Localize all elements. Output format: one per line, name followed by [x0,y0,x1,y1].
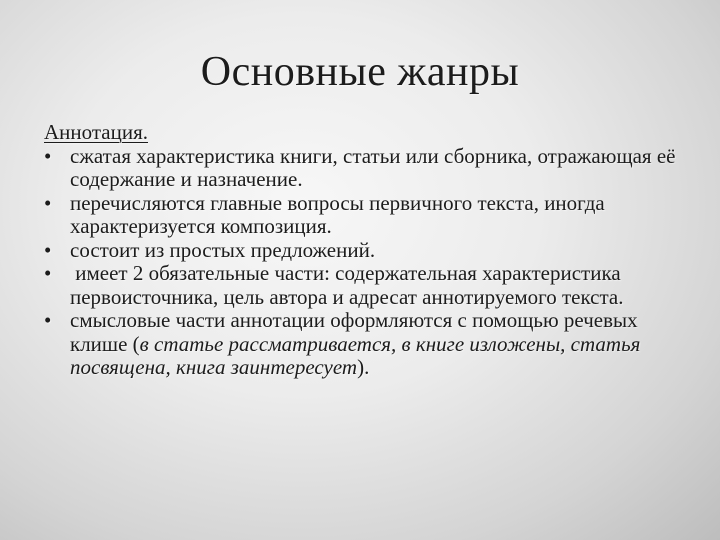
list-item [44,192,684,239]
list-item [44,239,684,263]
list-item-text: состоит из простых предложений. [70,237,376,262]
list-item-italic-examples: в статье рассматривается, в книге изложены, статья посвящена, книга заинтересует [70,331,641,379]
bullet-icon: • [44,261,52,285]
slide-body [44,121,684,380]
list-item-text [70,308,640,379]
list-item [44,145,684,192]
bullet-icon: • [44,237,52,262]
bullet-icon: • [44,143,52,168]
slide-title: Основные жанры [200,49,520,95]
section-heading: Аннотация. [44,120,149,144]
bullet-icon: • [44,190,52,215]
bullet-icon: • [44,308,52,332]
list-item-text: сжатая характеристика книги, статьи или сборника, отражающая её содержание и назначение. [70,143,676,191]
list-item-text: перечисляются главные вопросы первичного текста, иногда характеризуется композиция. [70,190,605,238]
list-item-text-end: ). [357,355,370,379]
list-item [44,262,684,309]
list-item-text-start: смысловые части аннотации оформляются с помощью речевых клише ( [70,308,638,356]
bullet-list [44,145,684,380]
list-item [44,309,684,380]
list-item-text: имеет 2 обязательные части: содержательная характеристика первоисточника, цель автора и адресат аннотируемого текста. [70,261,626,309]
